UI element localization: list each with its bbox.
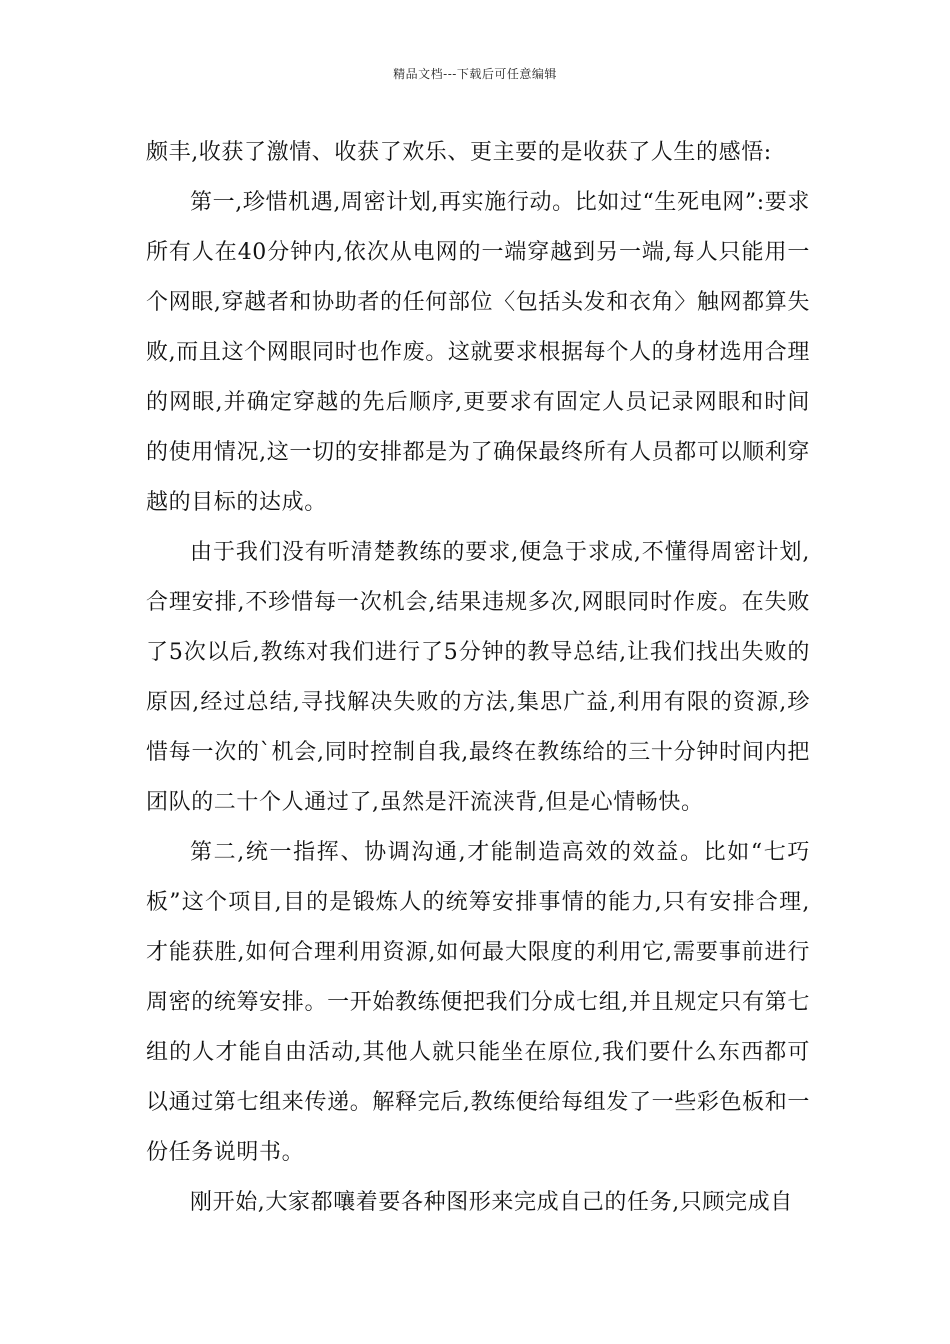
page-header: 精品文档---下载后可任意编辑 xyxy=(393,67,557,81)
paragraph-intro-continuation: 颇丰,收获了激情、收获了欢乐、更主要的是收获了人生的感悟: xyxy=(146,140,772,165)
paragraph-point-two: 第二,统一指挥、协调沟通,才能制造高效的效益。比如“七巧板”这个项目,目的是锻炼人的统筹安排事情的能力,只有安排合理,才能获胜,如何合理利用资源,如何最大限度的利用它,需要事前进行周密的统筹安排。一开始教练便把我们分成七组,并且规定只有第七组的人才能自由活动,其他人就只能坐在原位,我们要什么东西都可以通过第七组来传递。解释完后,教练便给每组发了一些彩色板和一份任务说明书。 xyxy=(146,840,810,1165)
document-body xyxy=(146,128,810,1228)
paragraph-point-one: 第一,珍惜机遇,周密计划,再实施行动。比如过“生死电网”:要求所有人在40分钟内,依次从电网的一端穿越到另一端,每人只能用一个网眼,穿越者和协助者的任何部位〈包括头发和衣角〉触网都算失败,而且这个网眼同时也作废。这就要求根据每个人的身材选用合理的网眼,并确定穿越的先后顺序,更要求有固定人员记录网眼和时间的使用情况,这一切的安排都是为了确保最终所有人员都可以顺利穿越的目标的达成。 xyxy=(146,190,810,515)
paragraph-failure-reflection: 由于我们没有听清楚教练的要求,便急于求成,不懂得周密计划,合理安排,不珍惜每一次机会,结果违规多次,网眼同时作废。在失败了5次以后,教练对我们进行了5分钟的教导总结,让我们找出失败的原因,经过总结,寻找解决失败的方法,集思广益,利用有限的资源,珍惜每一次的`机会,同时控制自我,最终在教练给的三十分钟时间内把团队的二十个人通过了,虽然是汗流浃背,但是心情畅快。 xyxy=(146,540,810,815)
paragraph-beginning: 刚开始,大家都嚷着要各种图形来完成自己的任务,只顾完成自 xyxy=(190,1190,793,1215)
